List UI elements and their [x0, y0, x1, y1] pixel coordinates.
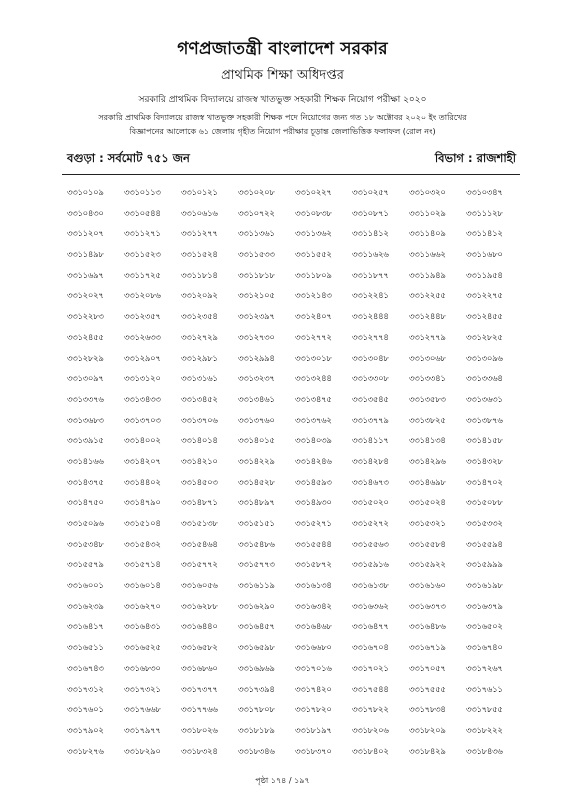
- roll-number: ৩৩১১৩৬২: [295, 229, 332, 240]
- roll-number: ৩৩১৫৯৯৯: [466, 560, 503, 571]
- roll-number: ৩৩১০৬১৬: [181, 208, 218, 219]
- roll-number: ৩৩১৮০২৬: [181, 725, 218, 736]
- roll-number: ৩৩১৩৩৭৬: [67, 394, 104, 405]
- roll-number: ৩৩১৭০১৬: [295, 663, 332, 674]
- roll-number: ৩৩১৩৪৩৩: [124, 394, 161, 405]
- roll-number: ৩৩১১৮৭৭: [352, 270, 389, 281]
- roll-number: ৩৩১৬৪১৭: [67, 622, 104, 633]
- roll-number: ৩৩১১০২৯: [409, 208, 446, 219]
- roll-number: ৩৩১১৩৬১: [238, 229, 275, 240]
- roll-number: ৩৩১১২৭১: [124, 229, 161, 240]
- roll-number: ৩৩১৪৫৯৩: [295, 477, 332, 488]
- roll-number: ৩৩১৪৯৩০: [295, 498, 332, 509]
- roll-number: ৩৩১৪৮৭১: [181, 498, 218, 509]
- roll-number: ৩৩১৬২৯০: [238, 601, 275, 612]
- roll-number: ৩৩১৫৫৭৯: [67, 560, 104, 571]
- roll-number: ৩৩১০২০৮: [238, 188, 275, 198]
- roll-number: ৩৩১৩০৯৭: [67, 374, 104, 385]
- roll-number: ৩৩১৫৪৩২: [124, 539, 161, 550]
- roll-number: ৩৩১৫৭৭৩: [238, 560, 275, 571]
- roll-number: ৩৩১৪৫০৩: [181, 477, 218, 488]
- government-title: গণপ্রজাতন্ত্রী বাংলাদেশ সরকার: [177, 39, 388, 59]
- roll-number: ৩৩১৬৭৪০: [466, 643, 503, 654]
- roll-number: ৩৩১৩৬৮৩: [67, 415, 104, 426]
- roll-number: ৩৩১৬৫১১: [67, 643, 104, 654]
- roll-number: ৩৩১৬৫৮২: [181, 643, 218, 654]
- roll-number: ৩৩১৮২২২: [466, 725, 503, 736]
- roll-number: ৩৩১১২০৭: [67, 229, 104, 240]
- roll-number: ৩৩১০৪৩০: [67, 208, 104, 219]
- roll-number: ৩৩১৩৮২৫: [409, 415, 446, 426]
- roll-number: ৩৩১২৪৪৪: [352, 312, 389, 323]
- roll-number: ৩৩১১১২৮: [466, 208, 503, 219]
- roll-number: ৩৩১০৩৪৭: [466, 188, 503, 198]
- roll-number: ৩৩১৫৫৪৪: [295, 539, 332, 550]
- roll-number: ৩৩১৮২৯০: [124, 746, 161, 757]
- roll-number: ৩৩১৭৬৬৮: [124, 705, 161, 716]
- roll-number: ৩৩১২৬৩৩: [124, 332, 161, 343]
- roll-number: ৩৩১২৭৩০: [238, 332, 275, 343]
- roll-number: ৩৩১৩০১৮: [295, 353, 332, 364]
- roll-number: ৩৩১৫৩৪৮: [67, 539, 104, 550]
- district-total: বগুড়া : সর্বমোট ৭৫১ জন: [67, 151, 190, 165]
- roll-number: ৩৩১১৪৯৮: [67, 250, 104, 261]
- roll-number: ৩৩১৬৩৪২: [295, 601, 332, 612]
- roll-number: ৩৩১৩৭০৬: [181, 415, 218, 426]
- roll-number: ৩৩১৫১০৪: [124, 519, 161, 529]
- roll-number: ৩৩১৮৪০২: [352, 746, 389, 757]
- roll-number: ৩৩১৪২১০: [181, 456, 218, 467]
- roll-number: ৩৩১৩৩৪১: [409, 374, 446, 385]
- roll-number: ৩৩১৩৭৭৯: [352, 415, 389, 426]
- roll-number-grid: [67, 183, 523, 762]
- roll-number: ৩৩১৭০২১: [352, 663, 389, 674]
- roll-number: ৩৩১৩০৬৮: [409, 353, 446, 364]
- roll-number: ৩৩১৮২৭৬: [67, 746, 104, 757]
- roll-number: ৩৩১৫০৯৬: [67, 519, 104, 529]
- roll-number: ৩৩১৪১৩৪: [409, 436, 446, 447]
- roll-number: ৩৩১৪২০৭: [124, 456, 161, 467]
- roll-number: ৩৩১১৫২৪: [181, 250, 218, 261]
- roll-number: ৩৩১০১০৯: [67, 188, 104, 198]
- roll-number: ৩৩১০৮৭১: [352, 208, 389, 219]
- roll-number: ৩৩১০৫৪৪: [124, 208, 161, 219]
- roll-number: ৩৩১৭৭৬৬: [181, 705, 218, 716]
- roll-number: ৩৩১২০৯২: [181, 291, 218, 302]
- roll-number: ৩৩১৬৭৪৩: [67, 663, 104, 674]
- roll-number: ৩৩১৫৭৭২: [181, 560, 218, 571]
- roll-number: ৩৩১১৬২৬: [352, 250, 389, 261]
- roll-number: ৩৩১২১০৫: [238, 291, 275, 302]
- roll-number: ৩৩১৫৪৬৪: [181, 539, 218, 550]
- header-divider: [62, 174, 520, 175]
- roll-number: ৩৩১২৯০৭: [124, 353, 161, 364]
- roll-number: ৩৩১০১২১: [181, 188, 218, 198]
- roll-number: ৩৩১২৪৫৫: [466, 312, 503, 323]
- roll-number: ৩৩১৪৭৫০: [67, 498, 104, 509]
- roll-number: ৩৩১৪১১৭: [352, 436, 389, 447]
- roll-number: ৩৩১৫৫৮৪: [409, 539, 446, 550]
- roll-number: ৩৩১৬৭০৪: [352, 643, 389, 654]
- roll-number: ৩৩১১৫৫২: [295, 250, 332, 261]
- roll-number: ৩৩১৭৪২০: [295, 684, 332, 695]
- roll-number: ৩৩১৬৭১৯: [409, 643, 446, 654]
- roll-number: ৩৩১১৫২৩: [124, 250, 161, 261]
- roll-number: ৩৩১৬৪৮৬: [409, 622, 446, 633]
- roll-number: ৩৩১৩৮৭৬: [466, 415, 503, 426]
- district-info-bar: [67, 150, 516, 170]
- roll-number: ৩৩১১৯৪৯: [409, 270, 446, 281]
- roll-number: ৩৩১২১৪৩: [295, 291, 332, 302]
- roll-number: ৩৩১০১১৩: [124, 188, 161, 198]
- roll-number: ৩৩১৬১৩৮: [352, 581, 389, 592]
- roll-number: ৩৩১৫৫৯৪: [466, 539, 503, 550]
- roll-number: ৩৩১৪১৬৬: [67, 456, 104, 467]
- roll-number: ৩৩১২২৫৫: [409, 291, 446, 302]
- roll-number: ৩৩১২৪০৭: [295, 312, 332, 323]
- roll-number: ৩৩১১৮০৯: [295, 270, 332, 281]
- notice-line-1: সরকারি প্রাথমিক বিদ্যালয়ে রাজস্ব খাতভুক্ত সহকারী শিক্ষক পদে নিয়োগের জন্য গত ১৮ অক্টোবর ২০২০ ইং তারিখের: [98, 113, 467, 122]
- roll-number: ৩৩১৩০৪৮: [352, 353, 389, 364]
- roll-number: ৩৩১৪০৩৯: [295, 436, 332, 447]
- roll-number: ৩৩১০৩২০: [409, 188, 446, 198]
- roll-number: ৩৩১১২৭৭: [181, 229, 218, 240]
- roll-number: ৩৩১৬৩৭৩: [409, 601, 446, 612]
- roll-number: ৩৩১২২৮৩: [67, 312, 104, 323]
- roll-number: ৩৩১৬৩৭৯: [466, 601, 503, 612]
- roll-number: ৩৩১১৮১৪: [181, 270, 218, 281]
- roll-number: ৩৩১৫৯২২: [409, 560, 446, 571]
- roll-number: ৩৩১৪০০২: [124, 436, 161, 447]
- roll-number: ৩৩১৬১৩৪: [295, 581, 332, 592]
- roll-number: ৩৩১১৬৮০: [466, 250, 503, 261]
- roll-number: ৩৩১৭৯৭৭: [124, 725, 161, 736]
- roll-number: ৩৩১২৭৭২: [295, 332, 332, 343]
- roll-number: ৩৩১৬৪৫৭: [238, 622, 275, 633]
- roll-number: ৩৩১৮৪৩৬: [466, 746, 503, 757]
- roll-number: ৩৩১৬২৮৮: [181, 601, 218, 612]
- roll-number: ৩৩১৩৭০৩: [124, 415, 161, 426]
- roll-number: ৩৩১৩১৬১: [181, 374, 218, 385]
- roll-number: ৩৩১২২৪১: [352, 291, 389, 302]
- roll-number: ৩৩১৩২৪৪: [295, 374, 332, 385]
- roll-number: ৩৩১৩৩৬৪: [466, 374, 503, 385]
- roll-number: ৩৩১২০৮৬: [124, 291, 161, 302]
- roll-number: ৩৩১৭৯০২: [67, 725, 104, 736]
- roll-number: ৩৩১১৮১৮: [238, 270, 275, 281]
- roll-number: ৩৩১৭৮৩৪: [409, 705, 446, 716]
- roll-number: ৩৩১২৩৫৭: [124, 312, 161, 323]
- roll-number: ৩৩১৫৩৩২: [466, 519, 503, 529]
- roll-number: ৩৩১৬১৬০: [409, 581, 446, 592]
- notice-text: [40, 111, 525, 139]
- division-label: বিভাগ : রাজশাহী: [434, 151, 516, 165]
- roll-number: ৩৩১৪০১৫: [238, 436, 275, 447]
- roll-number: ৩৩১৬৮৬০: [181, 663, 218, 674]
- roll-number: ৩৩১৩৩০৮: [352, 374, 389, 385]
- roll-number: ৩৩১০৭২২: [238, 208, 275, 219]
- roll-number: ৩৩১৭৩৭৭: [181, 684, 218, 695]
- roll-number: ৩৩১৮১৮৯: [238, 725, 275, 736]
- roll-number: ৩৩১৭৬১১: [466, 684, 503, 695]
- roll-number: ৩৩১৪৩৭৫: [67, 477, 104, 488]
- roll-number: ৩৩১১৭২৫: [124, 270, 161, 281]
- roll-number: ৩৩১৪২৮৪: [352, 456, 389, 467]
- roll-number: ৩৩১৪৫২৮: [238, 477, 275, 488]
- roll-number: ৩৩১৬৯৬৯: [238, 663, 275, 674]
- roll-number: ৩৩১৫৯১৬: [352, 560, 389, 571]
- roll-number: ৩৩১৭৩১২: [67, 684, 104, 695]
- roll-number: ৩৩১১৪১২: [466, 229, 503, 240]
- roll-number: ৩৩১৫২৭২: [352, 519, 389, 529]
- roll-number: ৩৩১৫৫৬৩: [352, 539, 389, 550]
- roll-number: ৩৩১১৬৬২: [409, 250, 446, 261]
- roll-number: ৩৩১৭৮০৮: [238, 705, 275, 716]
- roll-number: ৩৩১৪১৫৮: [466, 436, 503, 447]
- roll-number: ৩৩১৪৩২৮: [466, 456, 503, 467]
- roll-number: ৩৩১৬০১৪: [124, 581, 161, 592]
- roll-number: ৩৩১৮৪২৯: [409, 746, 446, 757]
- roll-number: ৩৩১৭০৫৭: [409, 663, 446, 674]
- roll-number: ৩৩১৭৩২১: [124, 684, 161, 695]
- roll-number: ৩৩১৫০২৪: [409, 498, 446, 509]
- roll-number: ৩৩১৭৮২০: [295, 705, 332, 716]
- roll-number: ৩৩১৩৪৬১: [238, 394, 275, 405]
- roll-number: ৩৩১৬৪৩১: [124, 622, 161, 633]
- roll-number: ৩৩১৭২৬৭: [466, 663, 503, 674]
- roll-number: ৩৩১৩৪৭৫: [295, 394, 332, 405]
- roll-number: ৩৩১৬০৫৬: [181, 581, 218, 592]
- roll-number: ৩৩১৬৩৬২: [352, 601, 389, 612]
- roll-number: ৩৩১৬৬৮০: [295, 643, 332, 654]
- roll-number: ৩৩১৬৫২৫: [124, 643, 161, 654]
- page-number: পৃষ্ঠা ১৭৪ / ১৯৭: [255, 776, 310, 785]
- roll-number: ৩৩১১৯৫৪: [466, 270, 503, 281]
- roll-number: ৩৩১০২২৭: [295, 188, 332, 198]
- roll-number: ৩৩১৬৫০২: [466, 622, 503, 633]
- roll-number: ৩৩১৩৫৮৩: [409, 394, 446, 405]
- roll-number: ৩৩১২৯৯৪: [238, 353, 275, 364]
- roll-number: ৩৩১৪২৯৬: [409, 456, 446, 467]
- roll-number: ৩৩১৬২৭০: [124, 601, 161, 612]
- roll-number: ৩৩১১৫৩৩: [238, 250, 275, 261]
- roll-number: ৩৩১৪৭৯০: [124, 498, 161, 509]
- roll-number: ৩৩১৩৪৫২: [181, 394, 218, 405]
- roll-number: ৩৩১৩৭৬২: [295, 415, 332, 426]
- roll-number: ৩৩১৭৮২২: [352, 705, 389, 716]
- roll-number: ৩৩১৪২২৯: [238, 456, 275, 467]
- roll-number: ৩৩১৫৪৮৬: [238, 539, 275, 550]
- roll-number: ৩৩১৩১২০: [124, 374, 161, 385]
- roll-number: ৩৩১২৭২৯: [181, 332, 218, 343]
- roll-number: ৩৩১২৭৭৪: [352, 332, 389, 343]
- roll-number: ৩৩১২৮২৫: [466, 332, 503, 343]
- roll-number: ৩৩১৬১৯৮: [466, 581, 503, 592]
- roll-number: ৩৩১৬১১৯: [238, 581, 275, 592]
- roll-number: ৩৩১১৬৯৭: [67, 270, 104, 281]
- roll-number: ৩৩১৫১৩৮: [181, 519, 218, 529]
- roll-number: ৩৩১৪৭০২: [466, 477, 503, 488]
- roll-number: ৩৩১২৩৫৪: [181, 312, 218, 323]
- roll-number: ৩৩১৫৭১৪: [124, 560, 161, 571]
- roll-number: ৩৩১০২৫৭: [352, 188, 389, 198]
- roll-number: ৩৩১৬২৩৯: [67, 601, 104, 612]
- roll-number: ৩৩১২৮২৯: [67, 353, 104, 364]
- roll-number: ৩৩১৬৪৪০: [181, 622, 218, 633]
- roll-number: ৩৩১৭৩৯৪: [238, 684, 275, 695]
- roll-number: ৩৩১৬৪৬৮: [295, 622, 332, 633]
- roll-number: ৩৩১৫৩২১: [409, 519, 446, 529]
- roll-number: ৩৩১৬৮৩০: [124, 663, 161, 674]
- roll-number: ৩৩১৬৫৯৮: [238, 643, 275, 654]
- roll-number: ৩৩১৮৩২৪: [181, 746, 218, 757]
- roll-number: ৩৩১৩৫৪৫: [352, 394, 389, 405]
- roll-number: ৩৩১৫০৮৮: [466, 498, 503, 509]
- roll-number: ৩৩১৫১৫১: [238, 519, 275, 529]
- roll-number: ৩৩১২৩৯৭: [238, 312, 275, 323]
- roll-number: ৩৩১৩২৩৭: [238, 374, 275, 385]
- roll-number: ৩৩১৭৬০১: [67, 705, 104, 716]
- roll-number: ৩৩১৮৩৪৬: [238, 746, 275, 757]
- roll-number: ৩৩১৫৮৭২: [295, 560, 332, 571]
- roll-number: ৩৩১৭৫৫৫: [409, 684, 446, 695]
- roll-number: ৩৩১৪২৪৬: [295, 456, 332, 467]
- exam-title: সরকারি প্রাথমিক বিদ্যালয়ে রাজস্ব খাতভুক্ত সহকারী শিক্ষক নিয়োগ পরীক্ষা ২০২০: [138, 95, 427, 105]
- roll-number: ৩৩১২৭৭৯: [409, 332, 446, 343]
- roll-number: ৩৩১২৪৫৫: [67, 332, 104, 343]
- roll-number: ৩৩১৪৪০২: [124, 477, 161, 488]
- roll-number: ৩৩১৩০৯৬: [466, 353, 503, 364]
- roll-number: ৩৩১২০২৭: [67, 291, 104, 302]
- roll-number: ৩৩১৪৮৯৭: [238, 498, 275, 509]
- roll-number: ৩৩১৪০১৪: [181, 436, 218, 447]
- roll-number: ৩৩১৮২০৯: [409, 725, 446, 736]
- directorate-title: প্রাথমিক শিক্ষা অধিদপ্তর: [221, 68, 344, 83]
- roll-number: ৩৩১৬৪৭৭: [352, 622, 389, 633]
- roll-number: ৩৩১৫০২০: [352, 498, 389, 509]
- roll-number: ৩৩১৪৬৭৩: [352, 477, 389, 488]
- roll-number: ৩৩১৭৫৪৪: [352, 684, 389, 695]
- roll-number: ৩৩১৩৭৬০: [238, 415, 275, 426]
- roll-number: ৩৩১৫২৭১: [295, 519, 332, 529]
- roll-number: ৩৩১০৮৩৮: [295, 208, 332, 219]
- roll-number: ৩৩১৭৮৫৫: [466, 705, 503, 716]
- roll-number: ৩৩১৬০০১: [67, 581, 104, 592]
- notice-line-2: বিজ্ঞাপনের আলোকে ৬১ জেলায় গৃহীত নিয়োগ পরীক্ষার চূড়ান্ত জেলাভিত্তিক ফলাফল (রোল নং): [129, 127, 436, 136]
- roll-number: ৩৩১১৪১২: [352, 229, 389, 240]
- roll-number: ৩৩১৪৬৯৮: [409, 477, 446, 488]
- roll-number: ৩৩১২৯৮১: [181, 353, 218, 364]
- roll-number: ৩৩১৩৯১৫: [67, 436, 104, 447]
- roll-number: ৩৩১৮৩৭০: [295, 746, 332, 757]
- roll-number: ৩৩১৩৬৩১: [466, 394, 503, 405]
- roll-number: ৩৩১২২৭৫: [466, 291, 503, 302]
- roll-number: ৩৩১৮২০৬: [352, 725, 389, 736]
- roll-number: ৩৩১১৪০৯: [409, 229, 446, 240]
- roll-number: ৩৩১৮১৯৭: [295, 725, 332, 736]
- roll-number: ৩৩১২৪৪৮: [409, 312, 446, 323]
